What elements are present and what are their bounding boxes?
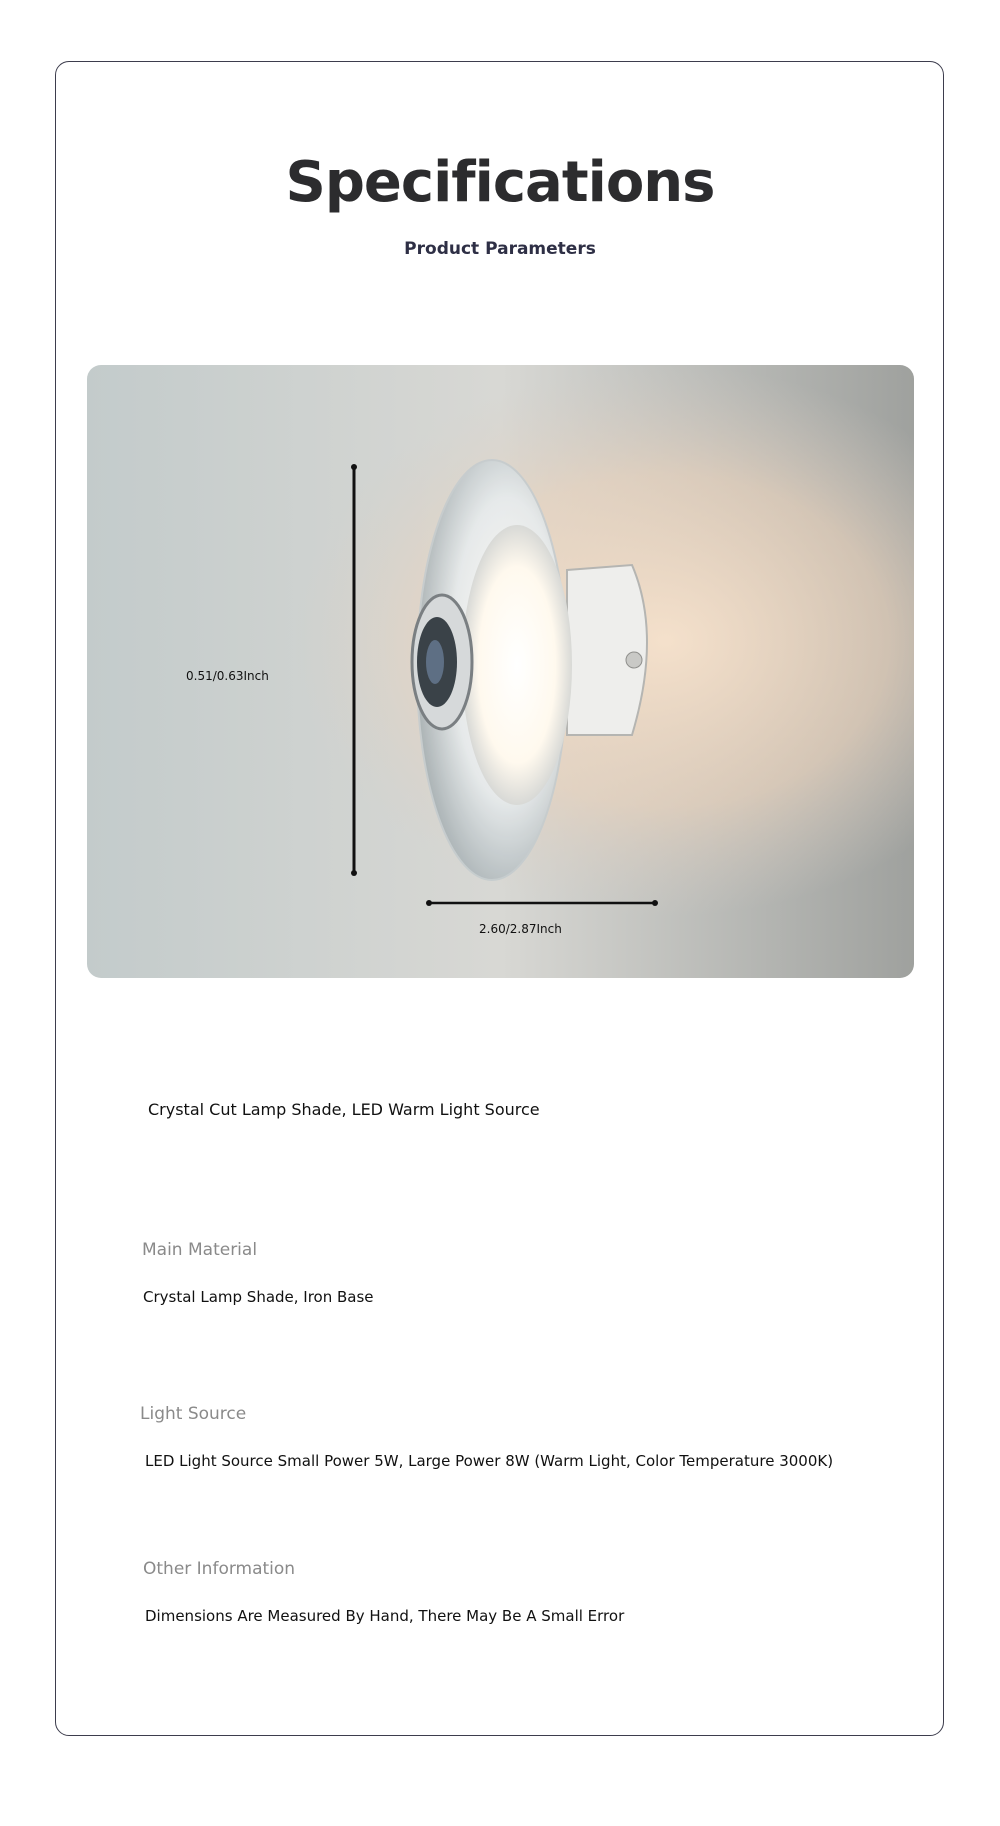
width-label: 2.60/2.87Inch xyxy=(479,922,562,936)
spec-label-other-information: Other Information xyxy=(143,1559,296,1579)
width-dimension-end xyxy=(426,900,432,906)
light-core xyxy=(462,525,572,805)
width-dimension-end xyxy=(652,900,658,906)
iron-base xyxy=(567,565,647,735)
cap-inner xyxy=(426,640,444,684)
page-title: Specifications xyxy=(285,150,715,215)
spec-value-other-information: Dimensions Are Measured By Hand, There May Be A Small Error xyxy=(145,1607,625,1625)
height-label: 0.51/0.63Inch xyxy=(186,669,269,683)
height-dimension-end xyxy=(351,464,357,470)
spec-value-light-source: LED Light Source Small Power 5W, Large Power 8W (Warm Light, Color Temperature 3000K) xyxy=(145,1452,834,1470)
feature-summary: Crystal Cut Lamp Shade, LED Warm Light Source xyxy=(148,1100,540,1119)
page-subtitle: Product Parameters xyxy=(404,239,596,259)
product-photo xyxy=(87,365,914,978)
height-dimension-end xyxy=(351,870,357,876)
spec-label-main-material: Main Material xyxy=(142,1240,258,1260)
spec-value-main-material: Crystal Lamp Shade, Iron Base xyxy=(143,1288,374,1306)
spec-label-light-source: Light Source xyxy=(140,1404,247,1424)
base-screw xyxy=(626,652,642,668)
